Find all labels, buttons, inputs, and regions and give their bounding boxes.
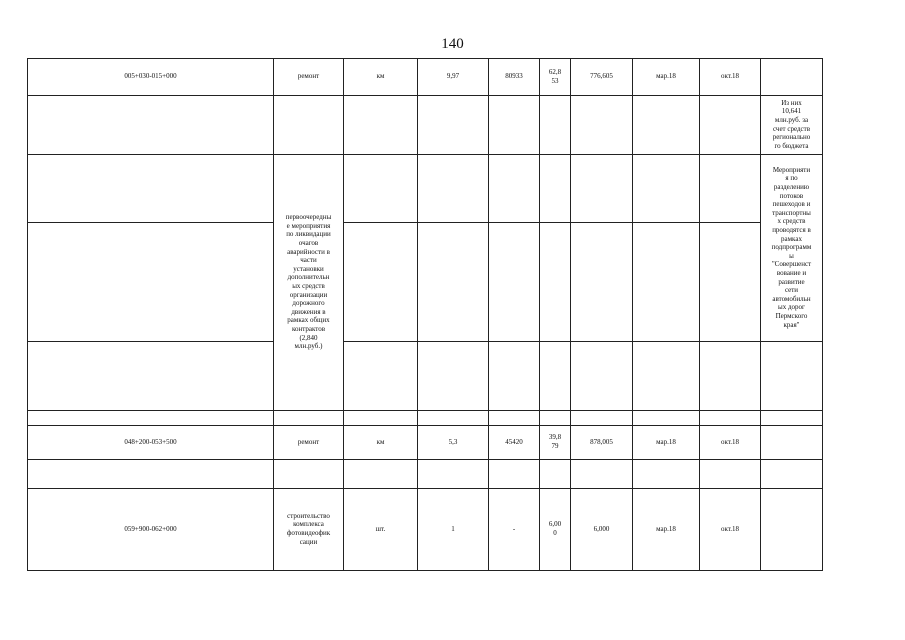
measures-description: первоочередны е мероприятия по ликвидации очагов аварийности в части установки дополнительн ых средств организации дорожного движения в рамках общих контрактов (2,840 млн.руб.) (285, 213, 332, 351)
table-row-2-start: мар.18 (656, 437, 676, 446)
table-row-3-qty: 1 (451, 524, 455, 533)
table-row-2-work: ремонт (297, 437, 320, 446)
table-row-3-work: строительство комплекса фотовидеофик сации (286, 511, 331, 546)
column-line (822, 58, 823, 571)
table-row-1-end: окт.18 (720, 72, 740, 81)
table-row-1-code: 005+030-015+000 (124, 72, 177, 81)
table-row-2-count: 45420 (505, 437, 523, 446)
row-line (27, 154, 822, 155)
table-row-1-work: ремонт (297, 72, 320, 81)
table-row-1-cost: 62,8 53 (548, 67, 562, 85)
table-row-1-count: 80933 (505, 72, 523, 81)
table-row-3-end: окт.18 (720, 524, 740, 533)
table-row-2-end: окт.18 (720, 437, 740, 446)
table-row-2-code: 048+200-053+500 (124, 437, 177, 446)
table-row-3-total: 6,000 (593, 524, 610, 533)
note-subprogram: Мероприяти я по разделению потоков пешеходов и транспортны х средств проводятся в рамках подпрограмм ы "Совершенст вование и развитие сети автомобильн ых дорог Пермского края" (771, 165, 812, 329)
table-row-3-start: мар.18 (656, 524, 676, 533)
table-row-2-unit: км (376, 437, 385, 446)
row-line (27, 341, 273, 342)
row-line (27, 410, 822, 411)
table-row-2-total: 878,005 (590, 437, 613, 446)
row-line (27, 570, 822, 571)
table-row-2-qty: 5,3 (448, 437, 458, 446)
row-line (27, 459, 822, 460)
table-row-1-total: 776,605 (590, 72, 613, 81)
row-line (27, 95, 822, 96)
table-row-1-qty: 9,97 (446, 72, 460, 81)
table-row-1-unit: км (376, 72, 385, 81)
page-number: 140 (441, 36, 464, 52)
table-row-1-start: мар.18 (656, 72, 676, 81)
row-line (343, 222, 760, 223)
table-row-3-count: - (512, 524, 516, 533)
table-row-3-unit: шт. (375, 524, 386, 533)
table-row-3-code: 059+900-062+000 (124, 524, 177, 533)
note-regional-budget: Из них 10,641 млн.руб. за счет средств регионально го бюджета (772, 98, 811, 150)
row-line (343, 341, 822, 342)
table-row-2-cost: 39,8 79 (548, 433, 562, 450)
row-line (27, 222, 273, 223)
table-row-3-cost: 6,00 0 (548, 520, 562, 537)
